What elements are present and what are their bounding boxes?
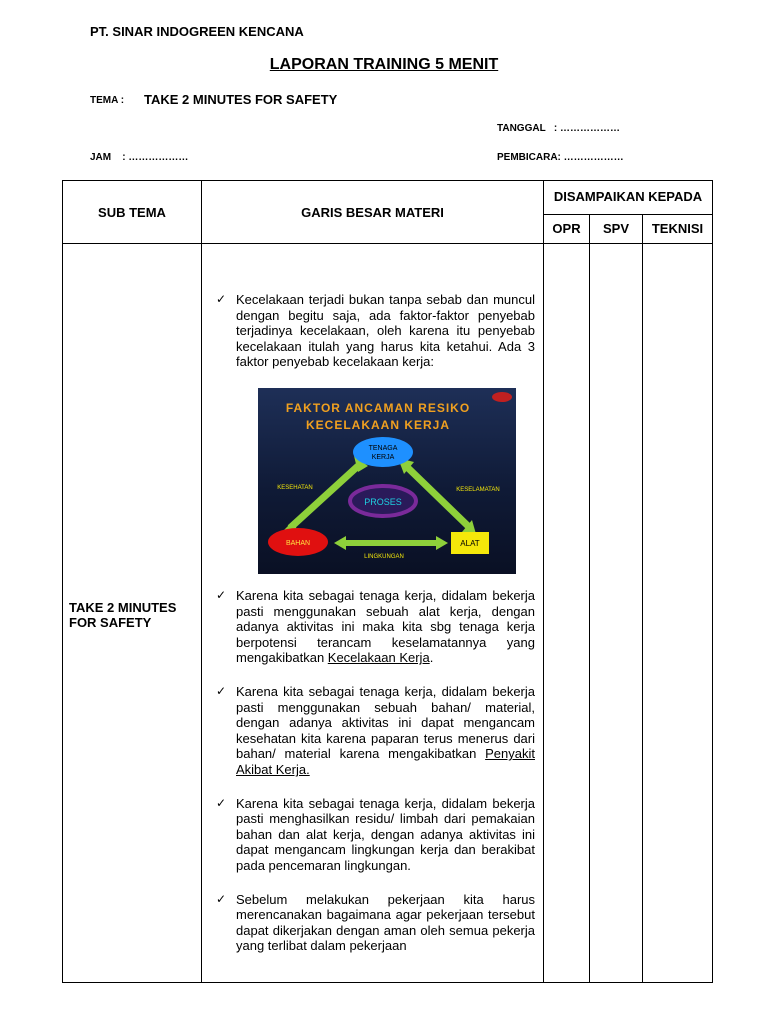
materi-cell — [202, 244, 544, 983]
list-item: ✓ Karena kita sebagai tenaga kerja, didalam bekerja pasti menghasilkan residu/ limbah dari pemakaian bahan dan alat kerja, dengan adanya aktivitas ini dapat mengancam lingkungan kerja dan berakibat pada pencemaran lingkungan. — [212, 796, 535, 874]
spv-cell — [590, 244, 643, 983]
diagram-title-2: KECELAKAAN KERJA — [305, 418, 451, 433]
teknisi-cell — [643, 244, 713, 983]
header-disampaikan: DISAMPAIKAN KEPADA — [544, 181, 713, 215]
svg-text:ALAT: ALAT — [460, 539, 480, 549]
checkmark-icon: ✓ — [216, 795, 227, 810]
report-table — [62, 180, 713, 983]
node-tenaga-kerja — [353, 437, 413, 467]
svg-text:LINGKUNGAN: LINGKUNGAN — [364, 554, 404, 561]
jam-field: JAM : ……………… — [90, 152, 189, 163]
checkmark-icon: ✓ — [216, 684, 227, 699]
list-item: ✓ Kecelakaan terjadi bukan tanpa sebab dan muncul dengan begitu saja, ada faktor-faktor penyebab terjadinya kecelakaan, oleh karena itu penyebab kecelakaan itulah yang harus kita ketahui. Ada 3 faktor penyebab kecelakaan kerja: — [212, 292, 535, 370]
checkmark-icon: ✓ — [216, 588, 227, 603]
checkmark-icon: ✓ — [216, 891, 227, 906]
svg-text:KESELAMATAN: KESELAMATAN — [456, 487, 500, 494]
diagram-title-1: FAKTOR ANCAMAN RESIKO — [285, 401, 471, 416]
tanggal-field: TANGGAL : ……………… — [497, 123, 620, 134]
company-name: PT. SINAR INDOGREEN KENCANA — [90, 24, 304, 39]
svg-text:KERJA: KERJA — [371, 454, 395, 462]
opr-cell — [544, 244, 590, 983]
header-opr: OPR — [544, 214, 590, 243]
svg-text:PROSES: PROSES — [364, 497, 402, 508]
report-title: LAPORAN TRAINING 5 MENIT — [269, 56, 499, 73]
svg-text:TENAGA: TENAGA — [368, 445, 398, 453]
header-teknisi: TEKNISI — [643, 214, 713, 243]
tema-value: TAKE 2 MINUTES FOR SAFETY — [144, 92, 338, 107]
penyakit-akibat-kerja-term: Penyakit Akibat Kerja. — [236, 746, 535, 777]
checkmark-icon: ✓ — [216, 292, 227, 307]
svg-text:KESEHATAN: KESEHATAN — [277, 485, 313, 492]
pembicara-field: PEMBICARA: ……………… — [497, 152, 624, 163]
header-spv: SPV — [590, 214, 643, 243]
list-item: ✓ Sebelum melakukan pekerjaan kita harus merencanakan bagaimana agar pekerjaan tersebut dapat dikerjakan dengan aman oleh semua pekerja yang terlibat dalam pekerjaan — [212, 892, 535, 954]
arrow-left — [290, 466, 358, 528]
list-item: ✓ Karena kita sebagai tenaga kerja, didalam bekerja pasti menggunakan sebuah alat kerja, dengan adanya aktivitas ini maka kita sbg tenaga kerja berpotensi terancam keselamatannya yang mengakibatkan Kecelakaan Kerja. — [212, 588, 535, 666]
list-item: ✓ Karena kita sebagai tenaga kerja, didalam bekerja pasti menggunakan sebuah bahan/ material, dengan adanya aktivitas ini dapat mengancam kesehatan kita karena paparan terus menerus dari bahan/ material karena mengakibatkan Penyakit Akibat Kerja. — [212, 684, 535, 778]
logo-mark-icon — [492, 392, 512, 402]
header-garis-besar: GARIS BESAR MATERI — [202, 181, 544, 244]
kecelakaan-kerja-term: Kecelakaan Kerja — [327, 650, 430, 666]
tema-label: TEMA : — [90, 95, 125, 106]
sub-tema-cell: TAKE 2 MINUTES FOR SAFETY — [63, 244, 202, 983]
header-sub-tema: SUB TEMA — [63, 181, 202, 244]
risk-factor-diagram — [258, 388, 516, 574]
svg-text:BAHAN: BAHAN — [285, 540, 311, 548]
